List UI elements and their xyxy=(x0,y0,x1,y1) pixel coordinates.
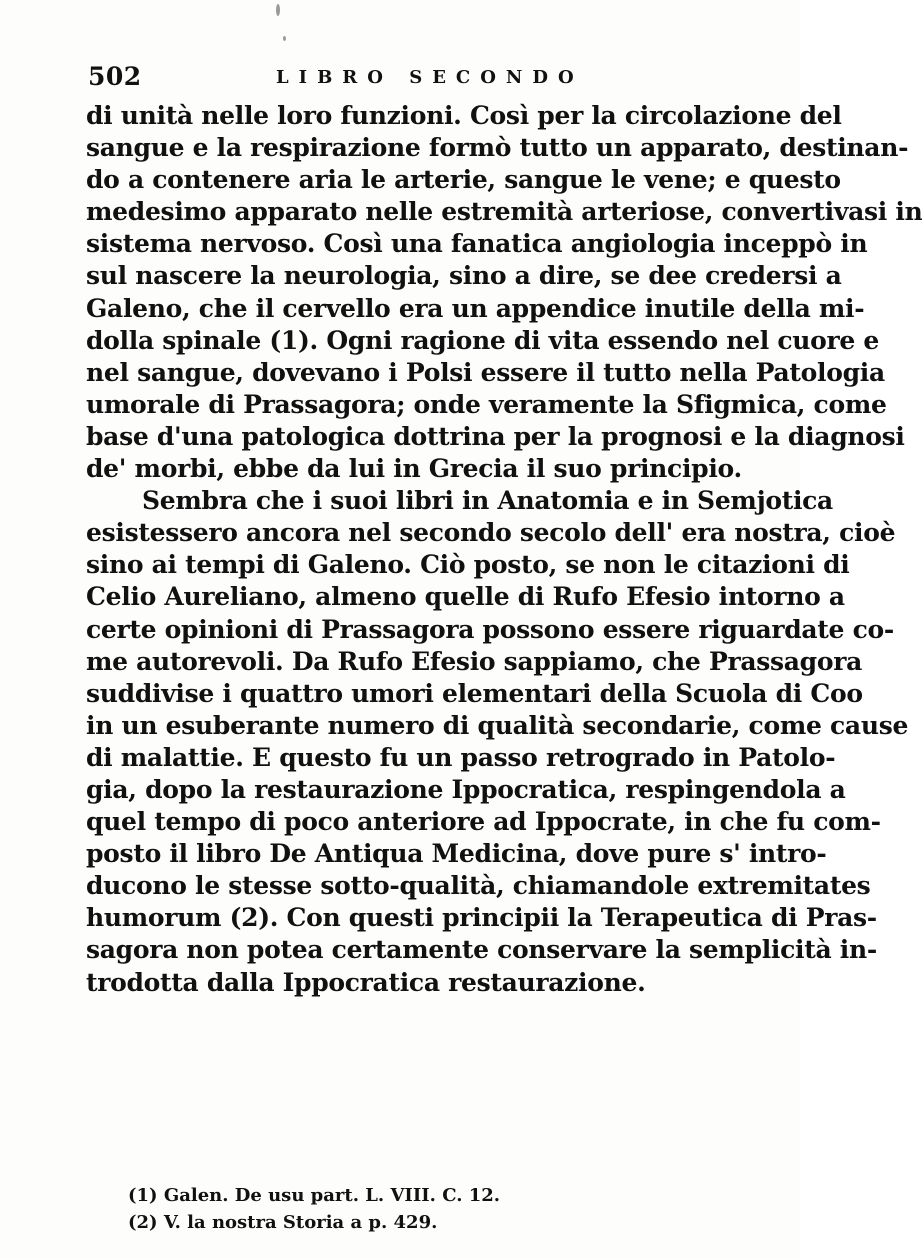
text-line: dolla spinale (1). Ogni ragione di vita essendo nel cuore e xyxy=(86,325,879,355)
page-number: 502 xyxy=(88,62,142,91)
text-line: sistema nervoso. Così una fanatica angiologia inceppò in xyxy=(86,229,868,259)
text-line: sagora non potea certamente conservare la semplicità in- xyxy=(86,935,877,965)
ink-speck xyxy=(276,4,280,16)
text-line: Sembra che i suoi libri in Anatomia e in Semjotica xyxy=(142,486,833,516)
text-line: do a contenere aria le arterie, sangue le vene; e questo xyxy=(86,165,841,195)
text-line: humorum (2). Con questi principii la Terapeutica di Pras- xyxy=(86,903,877,933)
text-line: sangue e la respirazione formò tutto un apparato, destinan- xyxy=(86,133,909,163)
text-line: sino ai tempi di Galeno. Ciò posto, se non le citazioni di xyxy=(86,550,850,580)
text-line: Celio Aureliano, almeno quelle di Rufo Efesio intorno a xyxy=(86,582,845,612)
show-through-text xyxy=(86,1000,726,1062)
text-line: de' morbi, ebbe da lui in Grecia il suo principio. xyxy=(86,454,742,484)
text-line: umorale di Prassagora; onde veramente la Sfigmica, come xyxy=(86,389,887,419)
text-line: medesimo apparato nelle estremità arteriose, convertivasi in xyxy=(86,197,922,227)
footnote-1: (1) Galen. De usu part. L. VIII. C. 12. xyxy=(128,1185,501,1206)
text-line: in un esuberante numero di qualità secondarie, come cause xyxy=(86,710,909,740)
text-line: me autorevoli. Da Rufo Efesio sappiamo, che Prassagora xyxy=(86,646,862,676)
text-line: ducono le stesse sotto-qualità, chiamandole extremitates xyxy=(86,871,871,901)
text-line: esistessero ancora nel secondo secolo dell' era nostra, cioè xyxy=(86,518,896,548)
page-header xyxy=(88,62,728,94)
text-line: posto il libro De Antiqua Medicina, dove pure s' intro- xyxy=(86,839,827,869)
text-line: di unità nelle loro funzioni. Così per la circolazione del xyxy=(86,101,842,130)
text-line: sul nascere la neurologia, sino a dire, se dee credersi a xyxy=(86,261,842,291)
text-line: base d'una patologica dottrina per la prognosi e la diagnosi xyxy=(86,421,905,451)
ink-speck xyxy=(283,36,286,41)
text-line: gia, dopo la restaurazione Ippocratica, respingendola a xyxy=(86,774,846,804)
text-line: Galeno, che il cervello era un appendice inutile della mi- xyxy=(86,293,865,323)
footnotes xyxy=(128,1182,688,1236)
text-line: quel tempo di poco anteriore ad Ippocrate, in che fu com- xyxy=(86,807,881,837)
text-line: certe opinioni di Prassagora possono essere riguardate co- xyxy=(86,614,894,644)
text-line: di malattie. E questo fu un passo retrogrado in Patolo- xyxy=(86,742,836,772)
footnote-2: (2) V. la nostra Storia a p. 429. xyxy=(128,1212,438,1233)
text-line: suddivise i quattro umori elementari della Scuola di Coo xyxy=(86,678,863,708)
text-line: trodotta dalla Ippocratica restaurazione. xyxy=(86,967,646,997)
running-head: LIBRO SECONDO xyxy=(276,67,584,88)
body-text xyxy=(86,100,922,999)
text-line: nel sangue, dovevano i Polsi essere il tutto nella Patologia xyxy=(86,357,885,387)
